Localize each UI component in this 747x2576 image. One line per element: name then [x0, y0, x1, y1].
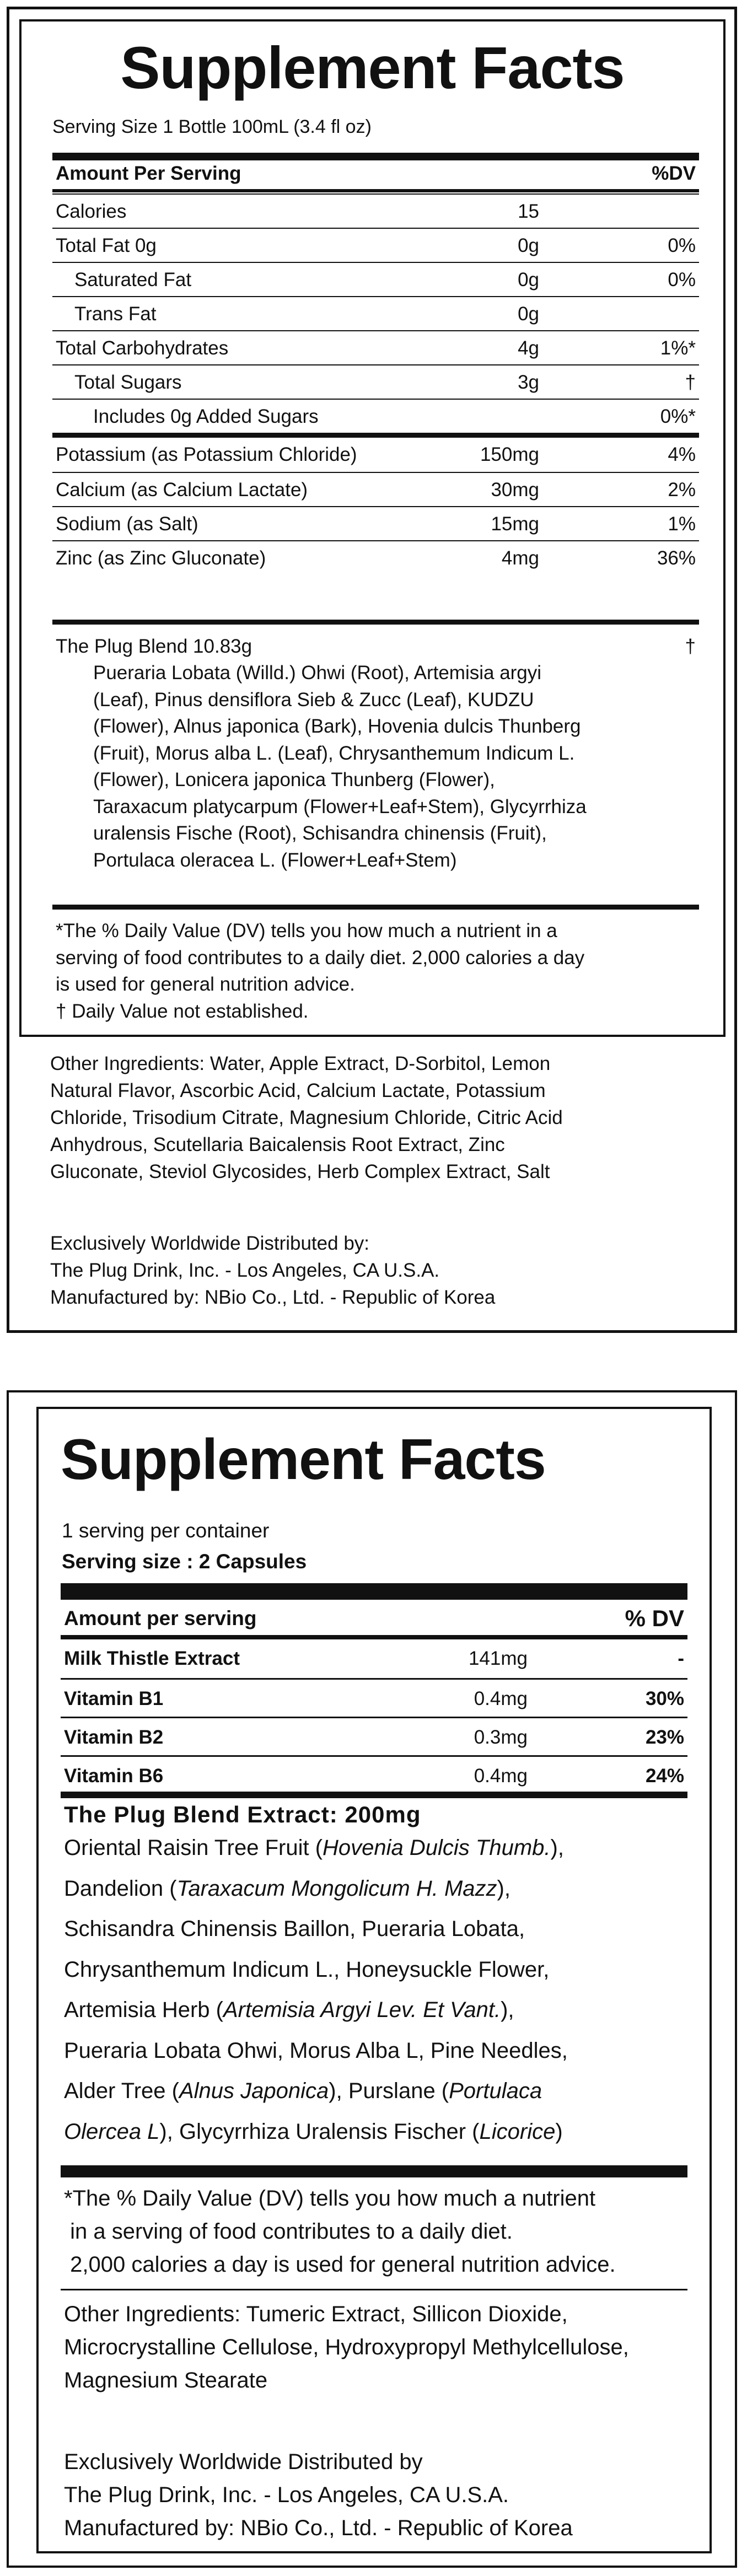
- nutrient-dv: 0%*: [660, 406, 696, 427]
- nutrient-amount: 150mg: [480, 444, 539, 465]
- nutrient-dv: 1%*: [660, 337, 696, 359]
- nutrient-amount: 15mg: [491, 513, 539, 535]
- nutrient-row: [52, 330, 699, 365]
- nutrient-row: [52, 399, 699, 434]
- blend-line: (Leaf), Pinus densiflora Sieb & Zucc (Leaf), KUDZU: [93, 689, 534, 711]
- other-line: Anhydrous, Scutellaria Baicalensis Root Extract, Zinc: [50, 1134, 505, 1155]
- footnote-line: *The % Daily Value (DV) tells you how much a nutrient: [64, 2186, 596, 2211]
- nutrient-dv: 0%: [668, 269, 696, 291]
- dv-footnote: [56, 918, 696, 1025]
- nutrient-name: Potassium (as Potassium Chloride): [56, 444, 357, 465]
- nutrient-name: Saturated Fat: [74, 269, 192, 291]
- nutrient-amount: 30mg: [491, 479, 539, 501]
- blend-line: Schisandra Chinensis Baillon, Pueraria Lobata,: [64, 1917, 525, 1941]
- blend-section: [52, 633, 699, 874]
- facts-panel: [36, 1407, 712, 2553]
- nutrient-dv: †: [685, 372, 696, 393]
- nutrient-amount: 0g: [518, 303, 539, 325]
- blend-ingredients: [52, 660, 699, 874]
- dv-footnote: [64, 2182, 687, 2281]
- nutrient-row: [52, 506, 699, 541]
- blend-latin-name: Taraxacum Mongolicum H. Mazz: [176, 1876, 497, 1901]
- blend-line: Pueraria Lobata Ohwi, Morus Alba L, Pine Needles,: [64, 2038, 568, 2063]
- blend-line: [64, 1990, 687, 2031]
- blend-text: ): [555, 2119, 563, 2144]
- blend-line: Portulaca oleracea L. (Flower+Leaf+Stem): [93, 849, 457, 871]
- blend-latin-name: Portulaca: [449, 2079, 542, 2103]
- nutrient-dv: 1%: [668, 513, 696, 535]
- nutrient-name: Sodium (as Salt): [56, 513, 198, 535]
- blend-text: Oriental Raisin Tree Fruit (: [64, 1836, 323, 1860]
- blend-latin-name: Artemisia Argyi Lev. Et Vant.: [223, 1998, 501, 2022]
- blend-text: Dandelion (: [64, 1876, 177, 1901]
- nutrient-name: Vitamin B2: [64, 1727, 164, 1748]
- nutrient-name: Calories: [56, 201, 127, 222]
- nutrient-amount: 15: [518, 201, 539, 222]
- thick-divider: [52, 905, 699, 910]
- nutrient-row: [61, 1678, 687, 1718]
- blend-line: (Flower), Lonicera japonica Thunberg (Flower),: [93, 769, 495, 790]
- nutrient-row: [52, 472, 699, 507]
- label-title: Supplement Facts: [61, 1428, 546, 1492]
- nutrient-amount: 0.3mg: [474, 1727, 528, 1748]
- blend-header: The Plug Blend Extract: 200mg: [64, 1801, 421, 1827]
- blend-text: ),: [497, 1876, 510, 1901]
- nutrient-amount: 0.4mg: [474, 1688, 528, 1709]
- blend-dagger: †: [685, 636, 696, 657]
- blend-text: ),: [550, 1836, 564, 1860]
- blend-text: ), Glycyrrhiza Uralensis Fischer (: [159, 2119, 480, 2144]
- nutrient-name: Total Sugars: [74, 372, 182, 393]
- footnote-line: *The % Daily Value (DV) tells you how much a nutrient in a: [56, 920, 557, 942]
- dist-line: Exclusively Worldwide Distributed by:: [50, 1233, 370, 1254]
- other-line: Chloride, Trisodium Citrate, Magnesium Chloride, Citric Acid: [50, 1107, 563, 1128]
- footnote-line: serving of food contributes to a daily diet. 2,000 calories a day: [56, 946, 585, 969]
- nutrient-row: [52, 228, 699, 263]
- nutrient-amount: 4mg: [501, 547, 539, 569]
- other-line: Other Ingredients: Water, Apple Extract, D-Sorbitol, Lemon: [50, 1053, 551, 1074]
- nutrient-dv: 30%: [645, 1688, 684, 1709]
- nutrient-name: Zinc (as Zinc Gluconate): [56, 547, 266, 569]
- other-line: Microcrystalline Cellulose, Hydroxypropyl Methylcellulose,: [64, 2335, 629, 2359]
- nutrient-dv: 4%: [668, 444, 696, 465]
- blend-line: [64, 2071, 687, 2112]
- column-header: [52, 163, 699, 188]
- blend-name: The Plug Blend 10.83g: [56, 636, 252, 657]
- footnote-line: is used for general nutrition advice.: [56, 974, 355, 995]
- nutrient-dv: 36%: [657, 547, 696, 569]
- nutrient-dv: 23%: [645, 1727, 684, 1748]
- blend-ingredients: [64, 1828, 687, 2152]
- supplement-facts-label-bottle: [7, 7, 737, 1333]
- thick-divider: [52, 153, 699, 160]
- dist-line: The Plug Drink, Inc. - Los Angeles, CA U.S.A.: [50, 1260, 440, 1281]
- dist-line: The Plug Drink, Inc. - Los Angeles, CA U.S.A.: [64, 2483, 509, 2507]
- blend-latin-name: Alnus Japonica: [179, 2079, 329, 2103]
- facts-panel: [19, 19, 725, 1037]
- nutrient-name: Vitamin B6: [64, 1765, 164, 1787]
- nutrient-amount: 4g: [518, 337, 539, 359]
- nutrient-row: [61, 1755, 687, 1795]
- nutrient-dv: 24%: [645, 1765, 684, 1787]
- footnote-line: † Daily Value not established.: [56, 1000, 309, 1022]
- distributor-info: [64, 2445, 687, 2545]
- blend-line: uralensis Fische (Root), Schisandra chinensis (Fruit),: [93, 822, 547, 844]
- dist-line: Manufactured by: NBio Co., Ltd. - Republic of Korea: [50, 1287, 496, 1308]
- dist-line: Manufactured by: NBio Co., Ltd. - Republic of Korea: [64, 2516, 573, 2540]
- dv-header: %DV: [652, 163, 696, 184]
- medium-divider: [52, 433, 699, 438]
- nutrient-amount: 141mg: [468, 1648, 528, 1669]
- nutrient-name: Includes 0g Added Sugars: [93, 406, 319, 427]
- blend-text: Artemisia Herb (: [64, 1998, 223, 2022]
- distributor-info: [50, 1230, 701, 1311]
- dist-line: Exclusively Worldwide Distributed by: [64, 2450, 423, 2474]
- blend-line: Pueraria Lobata (Willd.) Ohwi (Root), Artemisia argyi: [93, 662, 542, 684]
- dv-header: % DV: [625, 1605, 684, 1631]
- medium-divider: [52, 620, 699, 625]
- other-line: Gluconate, Steviol Glycosides, Herb Complex Extract, Salt: [50, 1161, 550, 1182]
- nutrient-row: [52, 540, 699, 576]
- medium-divider: [52, 189, 699, 192]
- amount-header: Amount Per Serving: [56, 163, 241, 184]
- blend-text: Alder Tree (: [64, 2079, 179, 2103]
- blend-line: Chrysanthemum Indicum L., Honeysuckle Flower,: [64, 1957, 550, 1982]
- serving-size: Serving Size 1 Bottle 100mL (3.4 fl oz): [52, 116, 372, 137]
- blend-latin-name: Licorice: [479, 2119, 556, 2144]
- footnote-line: 2,000 calories a day is used for general nutrition advice.: [64, 2252, 616, 2277]
- nutrient-amount: 0g: [518, 235, 539, 256]
- blend-line: (Fruit), Morus alba L. (Leaf), Chrysanthemum Indicum L.: [93, 742, 575, 764]
- nutrient-name: Trans Fat: [74, 303, 157, 325]
- nutrient-name: Vitamin B1: [64, 1688, 164, 1709]
- nutrient-dv: 2%: [668, 479, 696, 501]
- footnote-line: in a serving of food contributes to a daily diet.: [64, 2219, 513, 2244]
- nutrient-row: [52, 364, 699, 400]
- nutrient-row: [61, 1717, 687, 1757]
- nutrient-row: [52, 438, 699, 472]
- blend-text: ), Purslane (: [329, 2079, 449, 2103]
- label-title: Supplement Facts: [120, 34, 625, 101]
- amount-header: Amount per serving: [64, 1607, 257, 1630]
- blend-line: [64, 1828, 687, 1869]
- column-header: [61, 1603, 687, 1634]
- nutrient-dv: -: [678, 1648, 684, 1669]
- supplement-facts-label-capsules: [7, 1390, 737, 2568]
- thick-divider: [61, 1792, 687, 1798]
- blend-line: [64, 1869, 687, 1910]
- nutrient-dv: 0%: [668, 235, 696, 256]
- blend-line: (Flower), Alnus japonica (Bark), Hovenia dulcis Thunberg: [93, 716, 581, 737]
- other-line: Other Ingredients: Tumeric Extract, Sillicon Dioxide,: [64, 2302, 568, 2326]
- thick-divider: [61, 1583, 687, 1600]
- other-ingredients: [50, 1050, 701, 1185]
- other-line: Magnesium Stearate: [64, 2368, 268, 2392]
- other-line: Natural Flavor, Ascorbic Acid, Calcium Lactate, Potassium: [50, 1080, 546, 1101]
- thick-divider: [61, 2165, 687, 2177]
- blend-line: [64, 2112, 687, 2153]
- blend-latin-name: Olercea L: [64, 2119, 160, 2144]
- nutrient-row: [52, 193, 699, 229]
- serving-size: Serving size : 2 Capsules: [62, 1550, 307, 1573]
- divider: [61, 2289, 687, 2290]
- nutrient-row: [61, 1639, 687, 1678]
- servings-per-container: 1 serving per container: [62, 1519, 270, 1542]
- medium-divider: [61, 1635, 687, 1639]
- nutrient-row: [52, 296, 699, 331]
- nutrient-amount: 0g: [518, 269, 539, 291]
- nutrient-amount: 3g: [518, 372, 539, 393]
- nutrient-amount: 0.4mg: [474, 1765, 528, 1787]
- blend-text: ),: [501, 1998, 514, 2022]
- nutrient-row: [52, 262, 699, 297]
- nutrient-name: Milk Thistle Extract: [64, 1648, 240, 1669]
- blend-latin-name: Hovenia Dulcis Thumb.: [323, 1836, 551, 1860]
- nutrient-name: Calcium (as Calcium Lactate): [56, 479, 308, 501]
- blend-line: Taraxacum platycarpum (Flower+Leaf+Stem), Glycyrrhiza: [93, 795, 587, 818]
- other-ingredients: [64, 2298, 687, 2397]
- nutrient-name: Total Carbohydrates: [56, 337, 229, 359]
- blend-header: [52, 633, 699, 660]
- nutrient-name: Total Fat 0g: [56, 235, 157, 256]
